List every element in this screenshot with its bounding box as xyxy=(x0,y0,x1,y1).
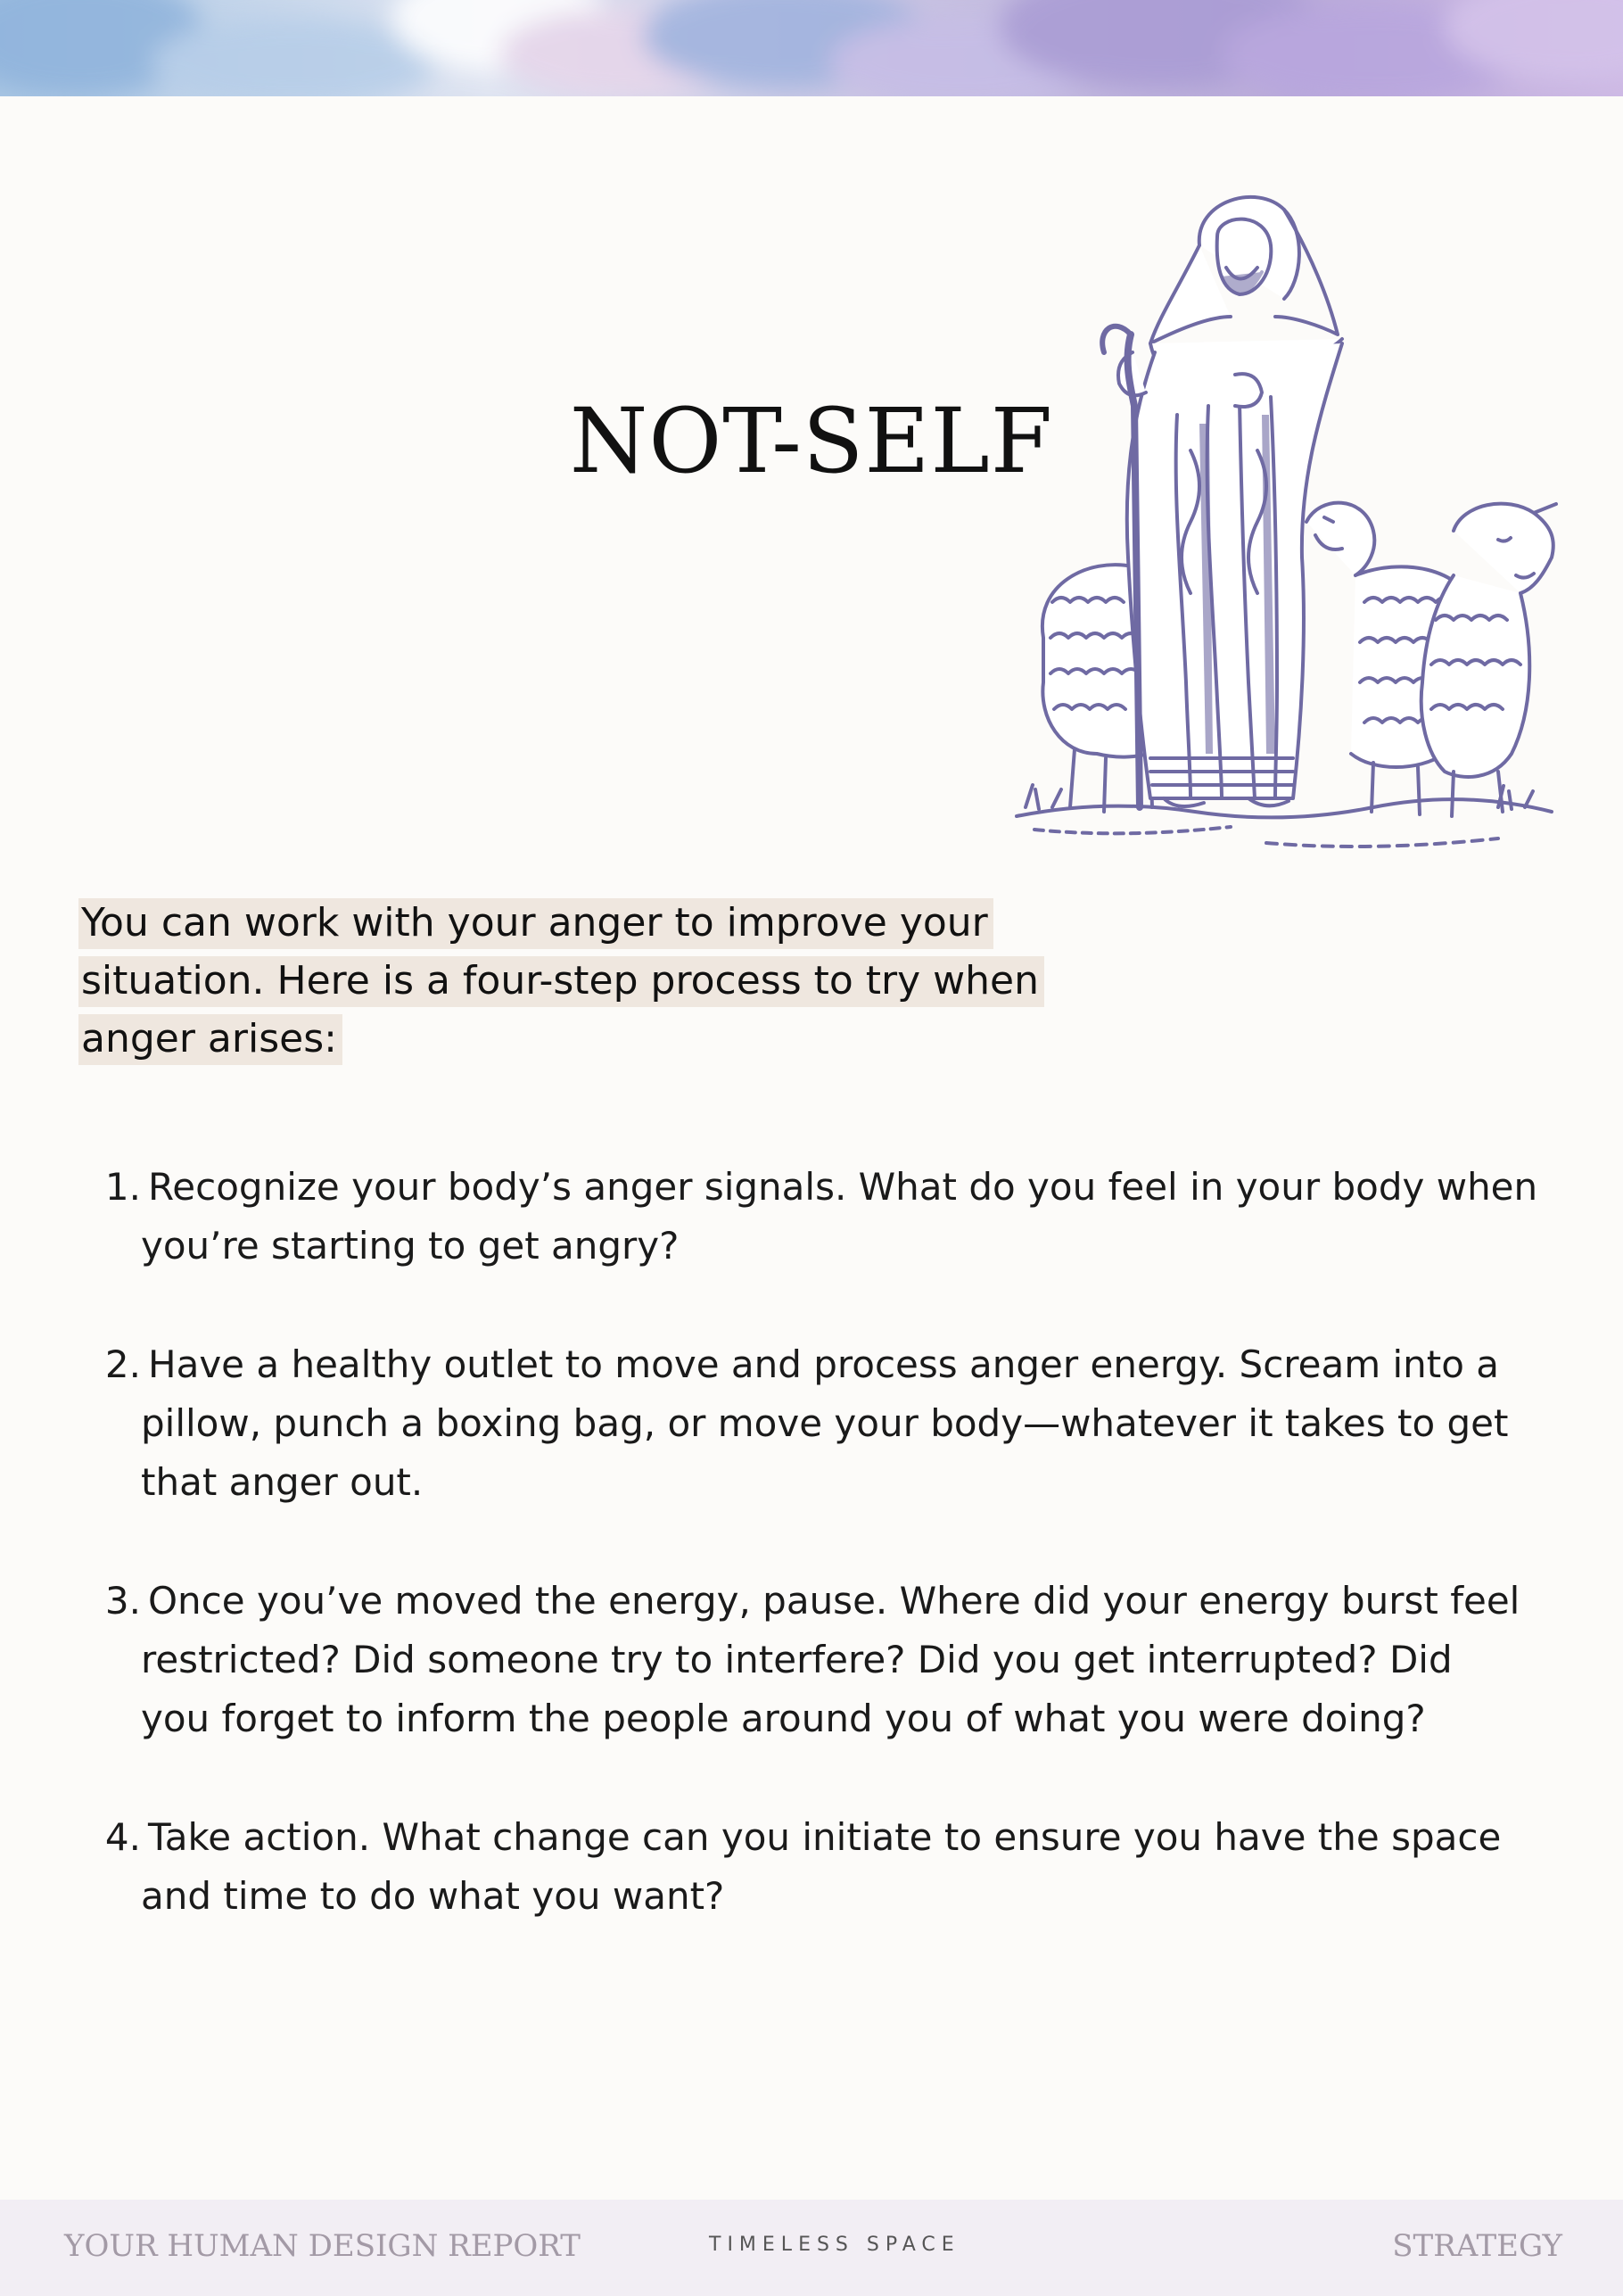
page-footer xyxy=(0,2200,1623,2296)
step-item xyxy=(89,1808,1569,1926)
footer-section: STRATEGY xyxy=(1392,2228,1562,2264)
shepherd-figure xyxy=(1102,197,1342,807)
step-line: and time to do what you want? xyxy=(141,1874,725,1918)
step-text xyxy=(141,1572,1569,1748)
step-number: 1. xyxy=(104,1165,141,1209)
step-line: that anger out. xyxy=(141,1460,424,1504)
intro-line: anger arises: xyxy=(78,1014,342,1065)
step-line: restricted? Did someone try to interfere? Did you get interrupted? Did xyxy=(141,1638,1453,1681)
page-title: NOT-SELF xyxy=(569,389,1054,493)
steps-list xyxy=(89,1158,1569,1986)
step-number: 4. xyxy=(104,1815,141,1859)
intro-text xyxy=(78,894,1238,1068)
watercolor-banner xyxy=(0,0,1623,96)
footer-report-title: YOUR HUMAN DESIGN REPORT xyxy=(64,2228,581,2264)
step-line: Have a healthy outlet to move and process anger energy. Scream into a xyxy=(148,1342,1500,1386)
step-text xyxy=(141,1158,1569,1276)
step-line: Recognize your body’s anger signals. What do you feel in your body when xyxy=(148,1165,1538,1209)
intro-line: You can work with your anger to improve your xyxy=(78,898,993,949)
shepherd-with-sheep-illustration xyxy=(999,183,1569,870)
step-item xyxy=(89,1158,1569,1276)
step-text xyxy=(141,1335,1569,1512)
footer-brand: TIMELESS SPACE xyxy=(709,2234,960,2256)
step-number: 3. xyxy=(104,1579,141,1623)
step-item xyxy=(89,1335,1569,1512)
step-line: Take action. What change can you initiate to ensure you have the space xyxy=(148,1815,1502,1859)
step-line: Once you’ve moved the energy, pause. Where did your energy burst feel xyxy=(148,1579,1520,1623)
sheep-right xyxy=(1421,504,1556,816)
step-number: 2. xyxy=(104,1342,141,1386)
step-line: you’re starting to get angry? xyxy=(141,1224,680,1268)
step-text xyxy=(141,1808,1569,1926)
step-line: pillow, punch a boxing bag, or move your body—whatever it takes to get xyxy=(141,1401,1509,1445)
step-line: you forget to inform the people around you of what you were doing? xyxy=(141,1697,1426,1740)
step-item xyxy=(89,1572,1569,1748)
intro-line: situation. Here is a four-step process to try when xyxy=(78,956,1044,1007)
